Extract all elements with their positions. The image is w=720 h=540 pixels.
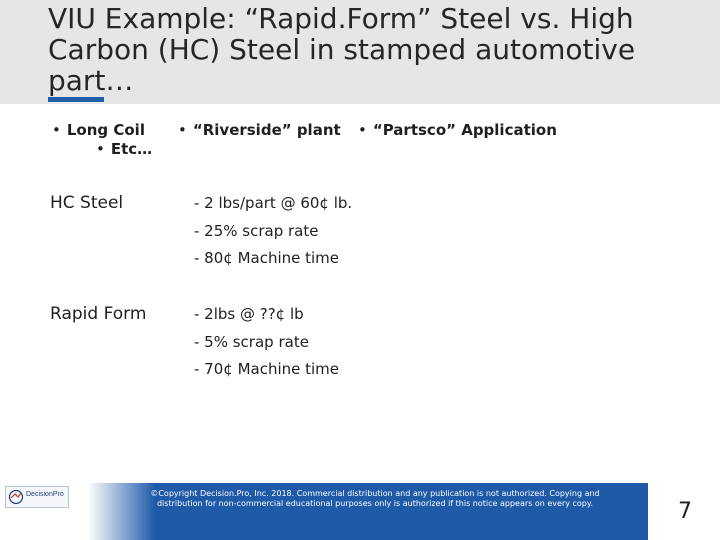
title-accent-bar <box>48 97 104 102</box>
row-detail: - 80¢ Machine time <box>194 249 340 267</box>
row-detail: - 70¢ Machine time <box>194 360 340 378</box>
bullet-label: “Riverside” plant <box>192 121 341 139</box>
bullet-row <box>50 121 690 161</box>
bullet-item <box>52 121 145 139</box>
logo-text: DecisionPro <box>26 491 64 498</box>
row-detail: - 5% scrap rate <box>194 333 309 351</box>
bullet-dot-icon: • <box>178 121 187 139</box>
bullet-dot-icon: • <box>96 140 105 158</box>
bullet-item <box>96 140 152 158</box>
bullet-dot-icon: • <box>358 121 367 139</box>
copyright-notice: ©Copyright Decision.Pro, Inc. 2018. Commercial distribution and any publication is not authorized. Copying and distribution for non-commercial educational purposes only is authorized if this notice appears on every copy. <box>150 489 600 508</box>
bullet-label: Etc… <box>110 140 153 158</box>
bullet-item <box>178 121 341 139</box>
bullet-item <box>358 121 557 139</box>
row-label-hc-steel: HC Steel <box>50 193 124 213</box>
bullet-dot-icon: • <box>52 121 61 139</box>
row-label-rapid-form: Rapid Form <box>50 304 147 324</box>
row-detail: - 2lbs @ ??¢ lb <box>194 305 304 323</box>
bullet-label: Long Coil <box>66 121 145 139</box>
slide-title: VIU Example: “Rapid.Form” Steel vs. High Carbon (HC) Steel in stamped automotive part… <box>48 2 636 97</box>
bullet-label: “Partsco” Application <box>372 121 557 139</box>
row-detail: - 2 lbs/part @ 60¢ lb. <box>194 194 353 212</box>
company-logo <box>5 486 69 508</box>
page-number: 7 <box>678 499 692 524</box>
row-detail: - 25% scrap rate <box>194 222 319 240</box>
logo-mark-icon <box>8 489 24 505</box>
